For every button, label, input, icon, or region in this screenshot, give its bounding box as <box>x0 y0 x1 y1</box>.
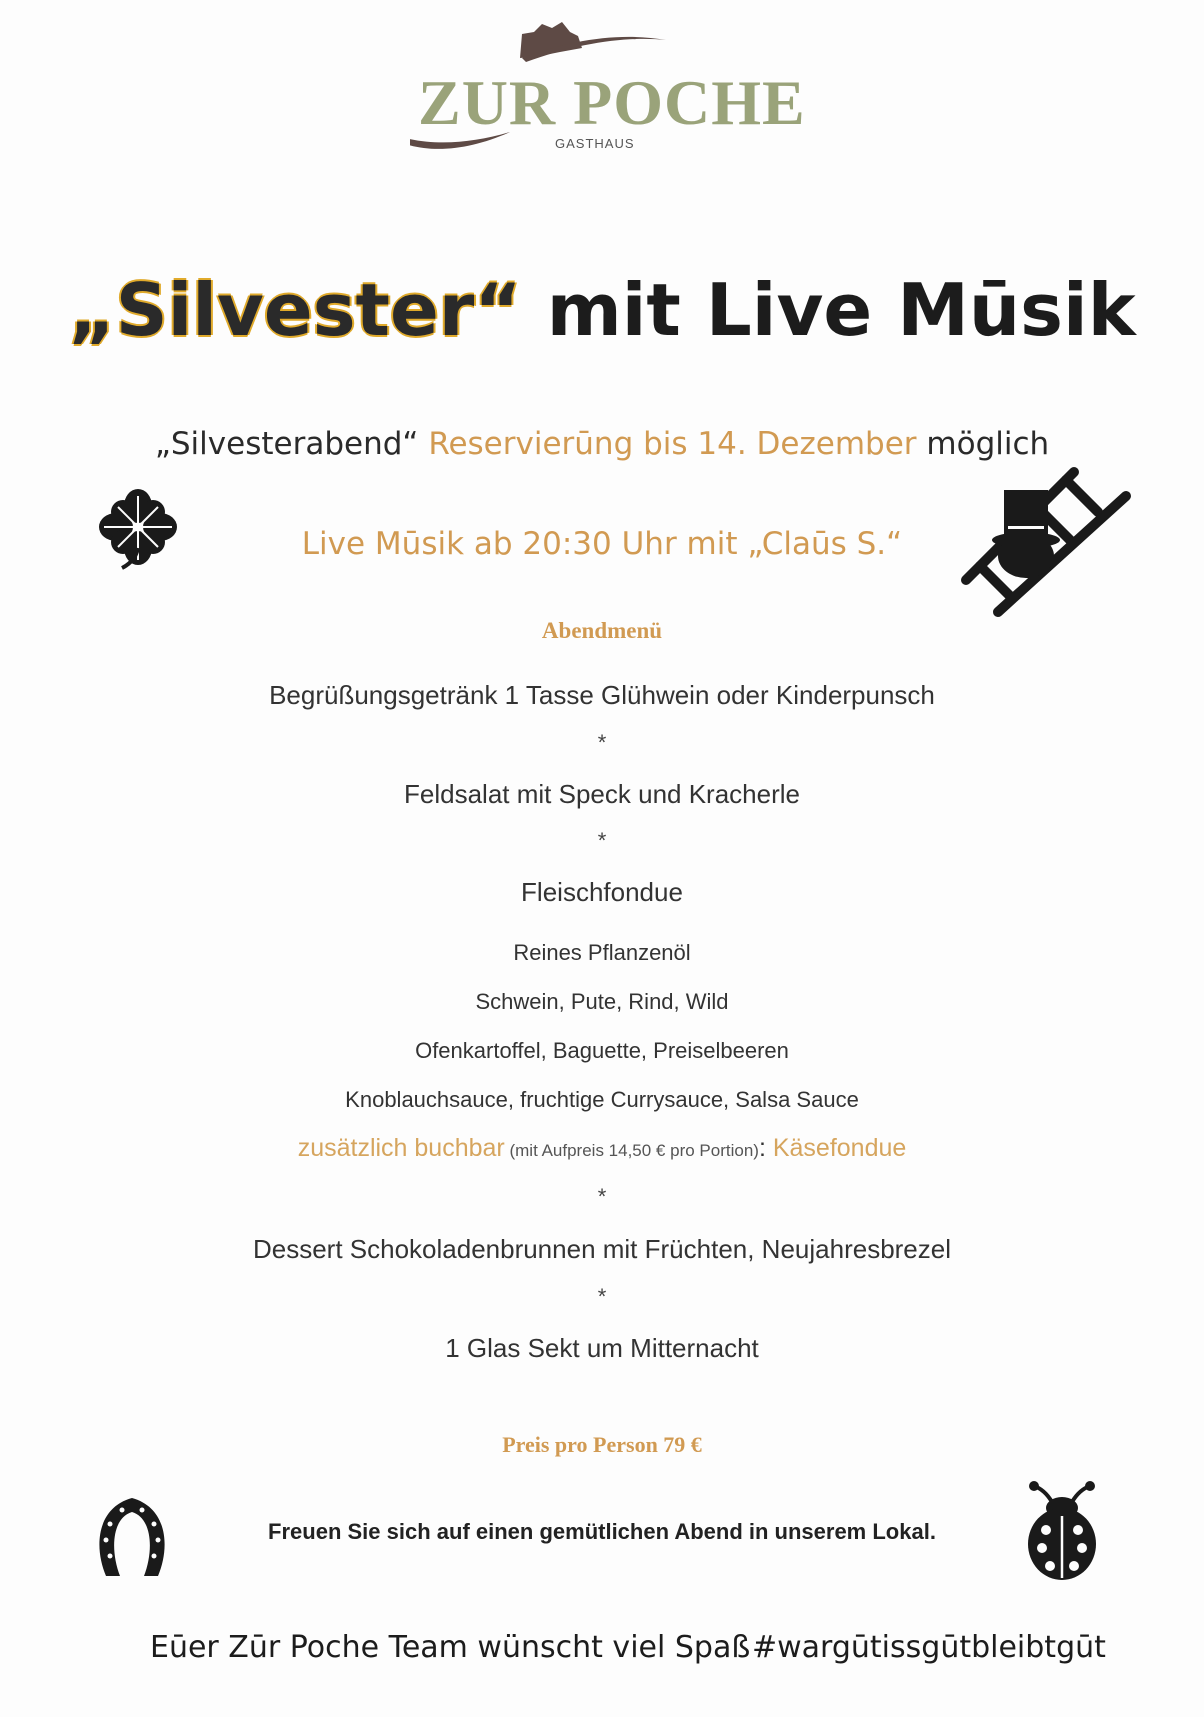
menu-separator: * <box>597 828 607 853</box>
extra-note: (mit Aufpreis 14,50 € pro Portion) <box>504 1141 759 1160</box>
menu-salad: Feldsalat mit Speck und Kracherle <box>404 779 800 809</box>
menu-extra <box>0 1134 1204 1163</box>
live-music-line: Live Mūsik ab 20:30 Uhr mit „Claūs S.“ <box>301 526 903 562</box>
menu-detail: Schwein, Pute, Rind, Wild <box>475 989 729 1014</box>
ladybug-icon <box>1022 1478 1102 1584</box>
extra-item: Käsefondue <box>772 1134 907 1162</box>
menu-detail: Ofenkartoffel, Baguette, Preiselbeeren <box>415 1038 789 1063</box>
menu-separator: * <box>597 1284 607 1309</box>
menu-welcome-drink: Begrüßungsgetränk 1 Tasse Glühwein oder Kinderpunsch <box>269 680 935 710</box>
reservation-possible: möglich <box>916 426 1050 462</box>
menu-detail: Reines Pflanzenöl <box>513 940 691 965</box>
horseshoe-icon <box>92 1488 172 1584</box>
title-rest: mit Live Mūsik <box>521 268 1136 352</box>
logo-name: ZUR POCHE <box>418 67 806 138</box>
menu-separator: * <box>597 1184 607 1209</box>
menu-midnight: 1 Glas Sekt um Mitternacht <box>445 1333 759 1363</box>
menu-separator: * <box>597 730 607 755</box>
clover-icon <box>96 488 180 572</box>
price: Preis pro Person 79 € <box>502 1432 702 1457</box>
menu-detail: Knoblauchsauce, fruchtige Currysauce, Salsa Sauce <box>345 1087 859 1112</box>
chimney-sweep-icon <box>956 452 1136 620</box>
title-accent: „Silvester“ <box>68 268 522 352</box>
logo <box>410 18 806 168</box>
menu-main: Fleischfondue <box>521 877 683 907</box>
page-title <box>0 268 1204 352</box>
extra-colon: : <box>758 1134 773 1162</box>
reservation-event: „Silvesterabend“ <box>154 426 429 462</box>
footer-hashtag: #wargūtissgūtbleibtgūt <box>752 1630 1106 1665</box>
logo-subtitle: GASTHAUS <box>555 136 635 151</box>
footer-greeting: Eūer Zūr Poche Team wünscht viel Spaß <box>150 1630 751 1665</box>
extra-label: zusätzlich buchbar <box>297 1134 505 1162</box>
reservation-deadline: Reservierūng bis 14. Dezember <box>428 426 917 462</box>
menu-dessert: Dessert Schokoladenbrunnen mit Früchten, Neujahresbrezel <box>252 1234 952 1264</box>
closing-text: Freuen Sie sich auf einen gemütlichen Abend in unserem Lokal. <box>268 1519 936 1544</box>
menu-title: Abendmenü <box>541 618 663 643</box>
